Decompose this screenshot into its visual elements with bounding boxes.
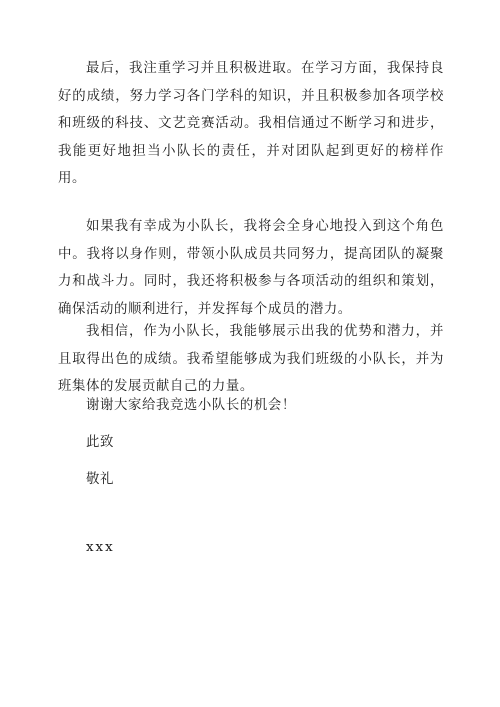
body-paragraph-study: 最后，我注重学习并且积极进取。在学习方面，我保持良好的成绩，努力学习各门学科的知识，并且积极参加各项学校和班级的科技、文艺竞赛活动。我相信通过不断学习和进步，我能更好地担当小队长的责任，并对团队起到更好的榜样作用。 <box>58 61 444 186</box>
body-paragraph-commitment: 如果我有幸成为小队长，我将会全身心地投入到这个角色中。我将以身作则，带领小队成员共同努力，提高团队的凝聚力和战斗力。同时，我还将积极参与各项活动的组织和策划，确保活动的顺利进行，并发挥每个成员的潜力。 <box>58 219 444 317</box>
signature: xxx <box>86 540 115 555</box>
closing-regards: 敬礼 <box>86 472 114 487</box>
thanks-line: 谢谢大家给我竞选小队长的机会！ <box>86 398 296 413</box>
body-paragraph-conclusion: 我相信，作为小队长，我能够展示出我的优势和潜力，并且取得出色的成绩。我希望能够成为我们班级的小队长，并为班集体的发展贡献自己的力量。 <box>58 324 444 394</box>
closing-salutation: 此致 <box>86 435 114 450</box>
